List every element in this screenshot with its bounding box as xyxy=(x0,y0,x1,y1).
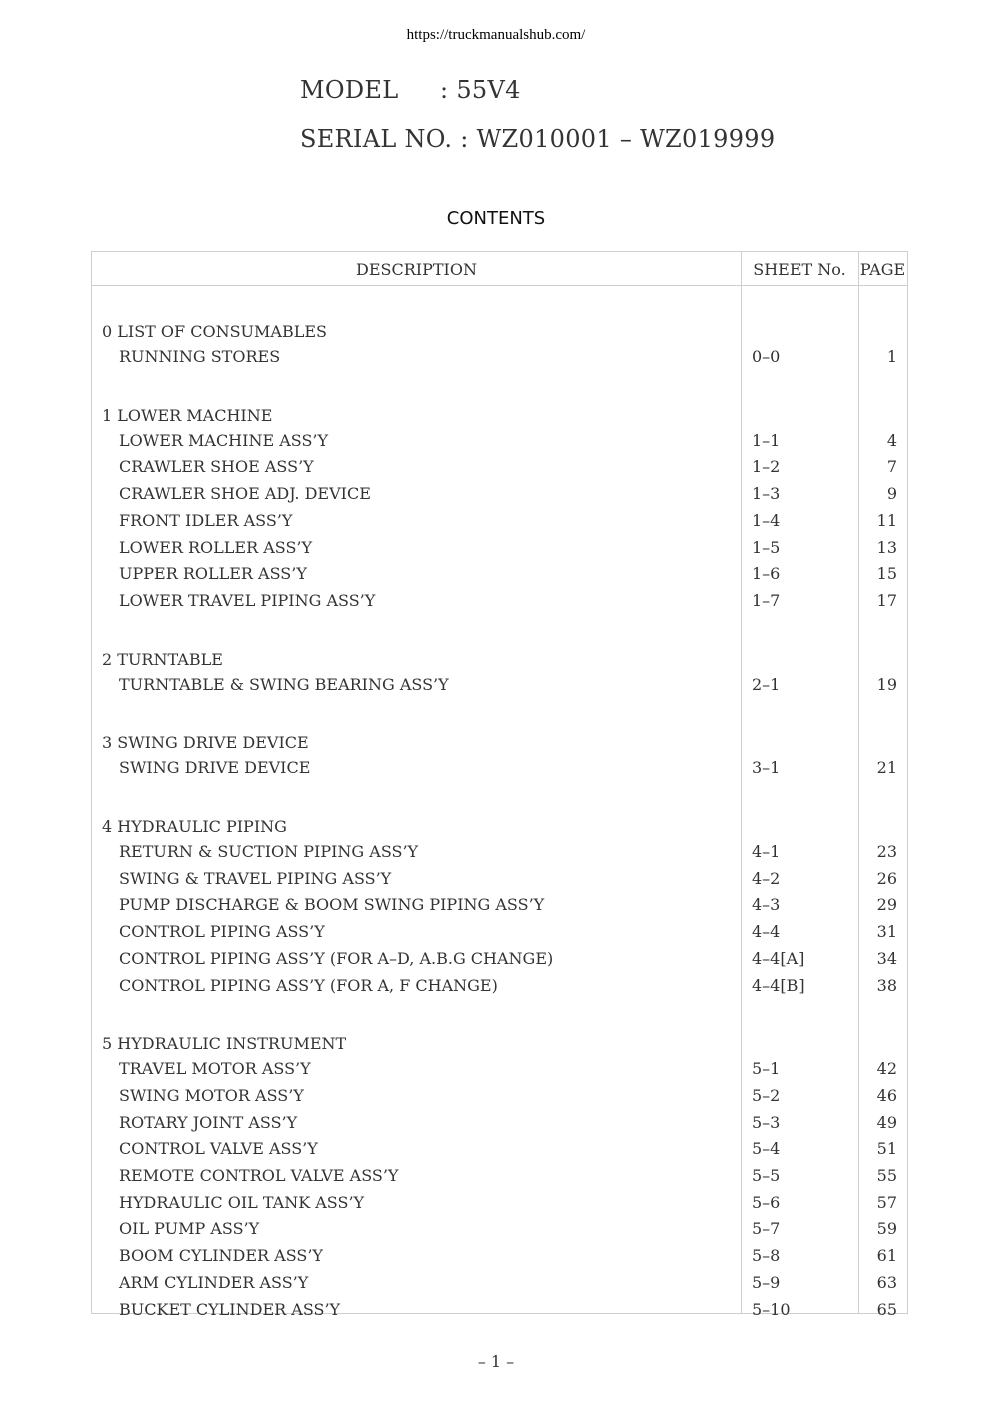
item-description: TURNTABLE & SWING BEARING ASS’Y xyxy=(119,674,449,694)
sheet-number: 2–1 xyxy=(752,674,781,694)
page-number-cell: 17 xyxy=(876,590,897,610)
table-row xyxy=(92,842,907,864)
page-number-cell: 31 xyxy=(876,922,897,942)
sheet-number: 5–10 xyxy=(752,1299,791,1319)
sheet-number: 1–7 xyxy=(752,590,781,610)
sheet-number: 0–0 xyxy=(752,347,781,366)
sheet-number: 1–4 xyxy=(752,510,781,530)
section-title: 5 HYDRAULIC INSTRUMENT xyxy=(102,1034,347,1054)
sheet-number: 3–1 xyxy=(752,758,781,778)
page-number-cell: 26 xyxy=(876,868,897,888)
section-title: 0 LIST OF CONSUMABLES xyxy=(102,322,327,341)
page-number: – 1 – xyxy=(477,1352,515,1371)
page-number-cell: 21 xyxy=(876,758,897,778)
item-description: HYDRAULIC OIL TANK ASS’Y xyxy=(119,1192,365,1212)
item-description: CONTROL PIPING ASS’Y (FOR A–D, A.B.G CHANGE) xyxy=(119,948,554,968)
section-heading xyxy=(92,733,907,755)
table-row xyxy=(92,564,907,586)
page-number-cell: 11 xyxy=(876,510,897,530)
table-row xyxy=(92,1246,907,1268)
header-page: PAGE xyxy=(859,260,906,279)
table-row xyxy=(92,758,907,780)
section-title: 4 HYDRAULIC PIPING xyxy=(102,817,287,836)
sheet-number: 5–6 xyxy=(752,1192,781,1212)
serial-line xyxy=(300,125,775,153)
item-description: OIL PUMP ASS’Y xyxy=(119,1219,260,1239)
sheet-number: 4–4[B] xyxy=(752,975,805,995)
model-value: : 55V4 xyxy=(440,76,521,104)
page-number-cell: 13 xyxy=(876,537,897,557)
sheet-number: 4–2 xyxy=(752,868,781,888)
sheet-number: 5–8 xyxy=(752,1246,781,1266)
item-description: CRAWLER SHOE ADJ. DEVICE xyxy=(119,484,371,504)
section-heading xyxy=(92,1034,907,1056)
page-number-cell: 59 xyxy=(876,1219,897,1239)
section-heading xyxy=(92,406,907,428)
page-number-cell: 46 xyxy=(876,1085,897,1105)
table-row xyxy=(92,591,907,613)
item-description: FRONT IDLER ASS’Y xyxy=(119,510,293,530)
sheet-number: 4–4 xyxy=(752,922,781,942)
item-description: BUCKET CYLINDER ASS’Y xyxy=(119,1299,341,1319)
page-number-cell: 57 xyxy=(876,1192,897,1212)
contents-title: CONTENTS xyxy=(446,208,546,229)
table-row xyxy=(92,1139,907,1161)
page-number-cell: 51 xyxy=(876,1139,897,1159)
header-divider xyxy=(92,285,907,286)
item-description: LOWER ROLLER ASS’Y xyxy=(119,537,313,557)
table-row xyxy=(92,1193,907,1215)
sheet-number: 5–4 xyxy=(752,1139,781,1159)
sheet-number: 4–3 xyxy=(752,895,781,915)
item-description: CRAWLER SHOE ASS’Y xyxy=(119,457,314,477)
sheet-number: 5–3 xyxy=(752,1112,781,1132)
item-description: UPPER ROLLER ASS’Y xyxy=(119,564,307,584)
section-title: 2 TURNTABLE xyxy=(102,649,223,669)
header-sheet: SHEET No. xyxy=(753,260,846,279)
table-row xyxy=(92,1166,907,1188)
page-number-cell: 38 xyxy=(876,975,897,995)
item-description: CONTROL VALVE ASS’Y xyxy=(119,1139,318,1159)
table-row xyxy=(92,949,907,971)
item-description: LOWER TRAVEL PIPING ASS’Y xyxy=(119,590,376,610)
page-number-cell: 7 xyxy=(886,457,897,477)
item-description: SWING & TRAVEL PIPING ASS’Y xyxy=(119,868,392,888)
page-number-cell: 1 xyxy=(886,347,897,366)
sheet-number: 1–6 xyxy=(752,564,781,584)
page-number-cell: 65 xyxy=(876,1299,897,1319)
sheet-number: 5–2 xyxy=(752,1085,781,1105)
sheet-number: 1–1 xyxy=(752,430,781,450)
page-number-cell: 34 xyxy=(876,948,897,968)
item-description: SWING DRIVE DEVICE xyxy=(119,758,311,778)
page-number-cell: 49 xyxy=(876,1112,897,1132)
sheet-number: 5–7 xyxy=(752,1219,781,1239)
table-row xyxy=(92,1273,907,1295)
page-number-cell: 63 xyxy=(876,1272,897,1292)
serial-value: WZ010001 – WZ019999 xyxy=(476,125,776,153)
page-number-cell: 42 xyxy=(876,1059,897,1079)
section-heading xyxy=(92,322,907,344)
table-row xyxy=(92,1113,907,1135)
page-number-cell: 15 xyxy=(876,564,897,584)
model-line xyxy=(300,76,521,104)
table-row xyxy=(92,1086,907,1108)
page-number-cell: 29 xyxy=(876,895,897,915)
table-row xyxy=(92,431,907,453)
sheet-number: 4–4[A] xyxy=(752,948,805,968)
table-row xyxy=(92,976,907,998)
item-description: CONTROL PIPING ASS’Y (FOR A, F CHANGE) xyxy=(119,975,498,995)
item-description: ROTARY JOINT ASS’Y xyxy=(119,1112,298,1132)
sheet-number: 5–1 xyxy=(752,1059,781,1079)
table-row xyxy=(92,1219,907,1241)
contents-table xyxy=(91,251,908,1319)
table-row xyxy=(92,457,907,479)
sheet-number: 4–1 xyxy=(752,842,781,861)
table-row xyxy=(92,1300,907,1322)
table-row xyxy=(92,869,907,891)
model-label: MODEL xyxy=(300,76,399,104)
page-number-cell: 4 xyxy=(886,430,897,450)
section-heading xyxy=(92,817,907,839)
table-row xyxy=(92,484,907,506)
item-description: BOOM CYLINDER ASS’Y xyxy=(119,1246,323,1266)
section-heading xyxy=(92,650,907,672)
item-description: RETURN & SUCTION PIPING ASS’Y xyxy=(119,842,419,861)
item-description: SWING MOTOR ASS’Y xyxy=(119,1085,304,1105)
page-number-cell: 23 xyxy=(876,842,897,861)
item-description: ARM CYLINDER ASS’Y xyxy=(119,1272,309,1292)
item-description: REMOTE CONTROL VALVE ASS’Y xyxy=(119,1166,399,1185)
page-number-cell: 55 xyxy=(876,1166,897,1185)
item-description: TRAVEL MOTOR ASS’Y xyxy=(119,1059,311,1079)
page-number-cell: 61 xyxy=(876,1246,897,1266)
item-description: RUNNING STORES xyxy=(119,347,281,366)
table-row xyxy=(92,922,907,944)
serial-label: SERIAL NO. : xyxy=(300,125,469,153)
section-title: 3 SWING DRIVE DEVICE xyxy=(102,733,309,753)
page-number-cell: 19 xyxy=(876,674,897,694)
table-row xyxy=(92,347,907,369)
table-row xyxy=(92,895,907,917)
header-description: DESCRIPTION xyxy=(356,260,477,279)
item-description: CONTROL PIPING ASS’Y xyxy=(119,922,325,942)
sheet-number: 1–5 xyxy=(752,537,781,557)
item-description: PUMP DISCHARGE & BOOM SWING PIPING ASS’Y xyxy=(119,895,545,915)
table-row xyxy=(92,1059,907,1081)
header-url[interactable]: https://truckmanualshub.com/ xyxy=(406,27,586,43)
section-title: 1 LOWER MACHINE xyxy=(102,405,273,425)
table-row xyxy=(92,511,907,533)
sheet-number: 5–9 xyxy=(752,1272,781,1292)
page-number-cell: 9 xyxy=(886,484,897,504)
sheet-number: 1–3 xyxy=(752,484,781,504)
sheet-number: 1–2 xyxy=(752,457,781,477)
item-description: LOWER MACHINE ASS’Y xyxy=(119,430,329,450)
table-row xyxy=(92,538,907,560)
sheet-number: 5–5 xyxy=(752,1166,781,1185)
table-row xyxy=(92,675,907,697)
